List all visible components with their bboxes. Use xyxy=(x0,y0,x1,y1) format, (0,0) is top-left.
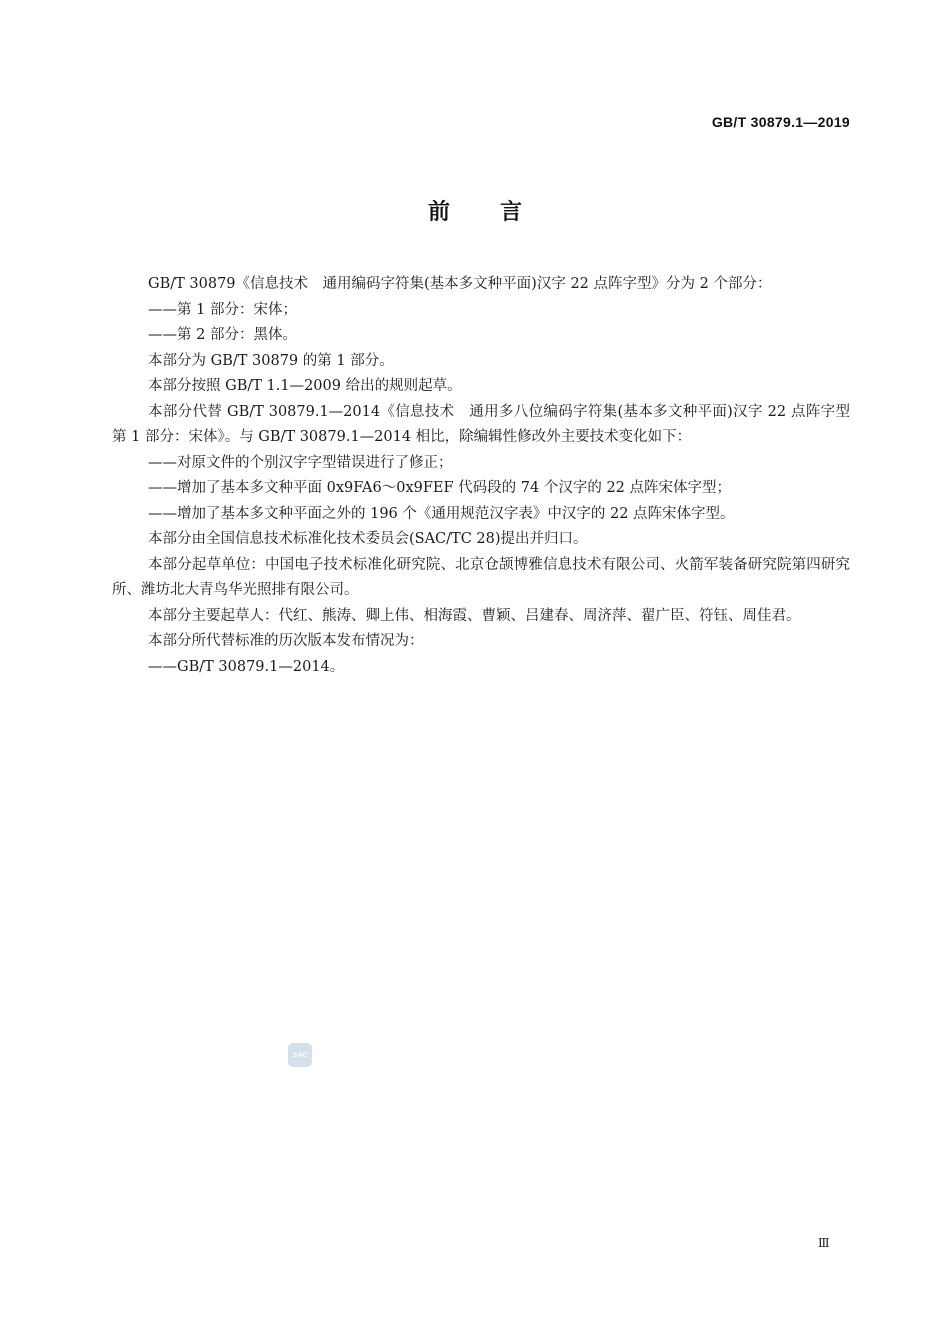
standard-code: GB/T 30879.1—2019 xyxy=(711,114,850,130)
page-number: Ⅲ xyxy=(818,1236,830,1250)
paragraph-parts-intro: GB/T 30879《信息技术 通用编码字符集(基本多文种平面)汉字 22 点阵字型》分为 2 个部分： xyxy=(148,276,772,292)
list-item-history-1: ——GB/T 30879.1—2014。 xyxy=(148,658,345,675)
paragraph-committee: 本部分由全国信息技术标准化技术委员会(SAC/TC 28)提出并归口。 xyxy=(148,531,588,547)
list-item-part-2: ——第 2 部分：黑体。 xyxy=(148,327,297,343)
sac-watermark-logo xyxy=(288,1043,312,1067)
paragraph-replacement: 本部分代替 GB/T 30879.1—2014《信息技术 通用多八位编码字符集(基本多文种平面)汉字 22 点阵字型 第 1 部分：宋体》。与 GB/T 30879.1—2014 相比，除编辑性修改外主要技术变化如下： xyxy=(112,403,865,445)
list-item-change-2: ——增加了基本多文种平面 0x9FA6～0x9FEF 代码段的 74 个汉字的 22 点阵宋体字型； xyxy=(148,480,732,496)
page-title: 前言 xyxy=(427,200,572,225)
paragraph-drafting-units: 本部分起草单位：中国电子技术标准化研究院、北京仓颉博雅信息技术有限公司、火箭军装备研究院第四研究所、潍坊北大青鸟华光照排有限公司。 xyxy=(112,556,850,598)
paragraph-drafters: 本部分主要起草人：代红、熊涛、卿上伟、相海霞、曹颖、吕建春、周济萍、翟广臣、符钰、周佳君。 xyxy=(148,607,801,624)
paragraph-history-intro: 本部分所代替标准的历次版本发布情况为： xyxy=(148,633,424,649)
list-item-part-1: ——第 1 部分：宋体； xyxy=(148,301,297,318)
list-item-change-1: ——对原文件的个别汉字字型错误进行了修正； xyxy=(148,454,453,471)
sac-watermark-text: SAC xyxy=(292,1051,308,1059)
foreword-body xyxy=(112,272,865,680)
paragraph-drafting-rules: 本部分按照 GB/T 1.1—2009 给出的规则起草。 xyxy=(148,378,462,394)
list-item-change-3: ——增加了基本多文种平面之外的 196 个《通用规范汉字表》中汉字的 22 点阵宋体字型。 xyxy=(148,505,735,522)
paragraph-part-scope: 本部分为 GB/T 30879 的第 1 部分。 xyxy=(148,352,394,369)
